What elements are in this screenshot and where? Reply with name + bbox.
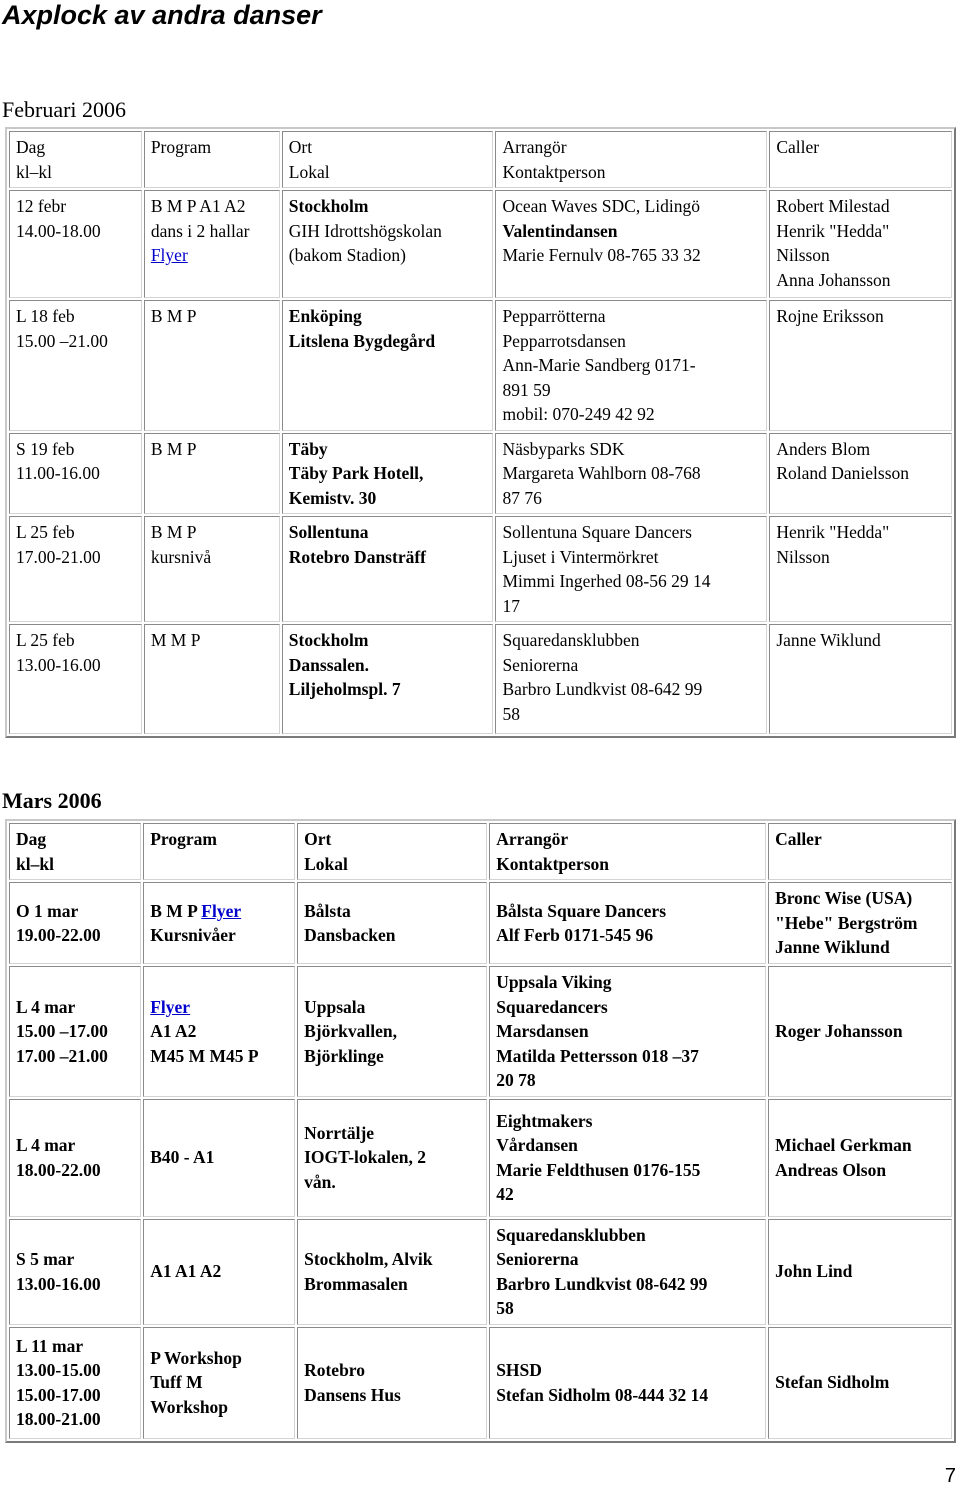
date-line: L 25 feb bbox=[16, 522, 75, 542]
arranger-line: Squaredansklubben bbox=[496, 1224, 646, 1245]
location-line: GIH Idrottshögskolan bbox=[288, 220, 442, 241]
cell-dag bbox=[9, 1327, 141, 1439]
location-line: Norrtälje bbox=[304, 1122, 375, 1143]
header-label: Caller bbox=[775, 829, 822, 849]
arranger-line: 58 bbox=[496, 1298, 514, 1318]
program-line: M M P bbox=[150, 630, 201, 650]
program-line: Workshop bbox=[150, 1396, 229, 1417]
cell-caller bbox=[768, 1219, 952, 1325]
arranger-line: Valentindansen bbox=[502, 220, 618, 241]
location-line: Litslena Bygdegård bbox=[288, 330, 436, 351]
location-line: Danssalen. bbox=[288, 654, 369, 675]
date-line: L 18 feb bbox=[16, 306, 75, 326]
header-label: Lokal bbox=[288, 161, 330, 182]
arranger-line: SHSD bbox=[496, 1360, 542, 1380]
location-line: vån. bbox=[304, 1171, 336, 1192]
location-line: Bålsta bbox=[304, 900, 351, 921]
table-row bbox=[9, 966, 952, 1097]
location-line: Stockholm bbox=[288, 196, 369, 216]
caller-line: Henrik "Hedda" bbox=[776, 522, 890, 542]
caller-line: Roland Danielsson bbox=[776, 463, 910, 483]
cell-caller bbox=[769, 516, 952, 622]
cell-arranger bbox=[495, 190, 767, 298]
cell-ort bbox=[297, 966, 487, 1097]
cell-program bbox=[144, 624, 280, 734]
date-line: 13.00-16.00 bbox=[16, 1273, 101, 1294]
header-label: Dag bbox=[16, 829, 47, 849]
date-line: L 25 feb bbox=[16, 630, 75, 650]
date-line: 15.00 –17.00 bbox=[16, 1021, 108, 1041]
caller-line: Michael Gerkman bbox=[775, 1135, 912, 1155]
location-line: Rotebro bbox=[304, 1360, 366, 1380]
program-line: B M P bbox=[150, 306, 197, 326]
header-label: Program bbox=[150, 137, 212, 157]
location-line: Björkvallen, bbox=[304, 1021, 397, 1041]
arranger-line: 891 59 bbox=[502, 379, 551, 400]
arranger-line: Marsdansen bbox=[496, 1021, 589, 1041]
caller-line: Andreas Olson bbox=[775, 1159, 887, 1180]
cell-program bbox=[144, 190, 280, 298]
caller-line: Anders Blom bbox=[776, 438, 871, 459]
program-line: B M P bbox=[150, 522, 197, 542]
date-line: 17.00 –21.00 bbox=[16, 1045, 108, 1066]
arranger-line: Pepparrötterna bbox=[502, 306, 606, 326]
page-title: Axplock av andra danser bbox=[2, 0, 322, 30]
arranger-line: Vårdansen bbox=[496, 1135, 578, 1155]
arranger-line: 42 bbox=[496, 1184, 514, 1204]
header-label: Caller bbox=[776, 137, 820, 157]
arranger-line: 20 78 bbox=[496, 1070, 536, 1090]
caller-line: John Lind bbox=[775, 1261, 853, 1282]
cell-dag bbox=[9, 516, 142, 622]
arranger-line: Näsbyparks SDK bbox=[502, 438, 625, 459]
arranger-line: Matilda Pettersson 018 –37 bbox=[496, 1045, 699, 1066]
cell-program bbox=[143, 882, 295, 964]
arranger-line: Stefan Sidholm 08-444 32 14 bbox=[496, 1384, 709, 1405]
date-line: 19.00-22.00 bbox=[16, 925, 101, 945]
location-line: Dansens Hus bbox=[304, 1384, 401, 1405]
arranger-line: Eightmakers bbox=[496, 1110, 593, 1131]
header-row bbox=[9, 823, 952, 880]
program-line: A1 A2 bbox=[150, 1021, 197, 1041]
date-line: O 1 mar bbox=[16, 900, 79, 921]
date-line: S 19 feb bbox=[16, 438, 75, 459]
caller-line: Janne Wiklund bbox=[776, 630, 881, 650]
caller-line: Anna Johansson bbox=[776, 269, 891, 290]
cell-program bbox=[143, 966, 295, 1097]
header-label: Kontaktperson bbox=[496, 853, 609, 874]
table-row bbox=[9, 300, 952, 431]
program-line bbox=[150, 899, 289, 924]
location-line: Dansbacken bbox=[304, 925, 396, 945]
date-line: L 4 mar bbox=[16, 1135, 76, 1155]
cell-dag bbox=[9, 966, 141, 1097]
date-line: 15.00 –21.00 bbox=[16, 330, 108, 351]
arranger-line: Marie Feldthusen 0176-155 bbox=[496, 1159, 701, 1180]
arranger-line: Ann-Marie Sandberg 0171- bbox=[502, 355, 696, 375]
cell-program bbox=[144, 433, 280, 515]
table-row bbox=[9, 1327, 952, 1439]
header-label: Ort bbox=[304, 829, 332, 849]
page-number: 7 bbox=[944, 1465, 956, 1487]
header-label: Arrangör bbox=[502, 137, 567, 157]
header-label: Kontaktperson bbox=[502, 161, 606, 182]
caller-line: Stefan Sidholm bbox=[775, 1372, 890, 1393]
program-line: B40 - A1 bbox=[150, 1147, 215, 1168]
cell-arranger bbox=[489, 1219, 766, 1325]
cell-dag bbox=[9, 190, 142, 298]
program-line: dans i 2 hallar bbox=[150, 220, 250, 241]
arranger-line: Barbro Lundkvist 08-642 99 bbox=[496, 1273, 708, 1294]
arranger-line: Margareta Wahlborn 08-768 bbox=[502, 463, 701, 483]
cell-caller bbox=[768, 1099, 952, 1217]
cell-arranger bbox=[489, 882, 766, 964]
cell-arranger bbox=[495, 300, 767, 431]
header-program bbox=[143, 823, 295, 880]
arranger-line: Seniorerna bbox=[496, 1249, 579, 1269]
arranger-line: Barbro Lundkvist 08-642 99 bbox=[502, 679, 703, 699]
table-row bbox=[9, 1099, 952, 1217]
arranger-line: 87 76 bbox=[502, 487, 542, 508]
cell-dag bbox=[9, 433, 142, 515]
cell-ort bbox=[282, 190, 494, 298]
location-line: Uppsala bbox=[304, 996, 366, 1017]
date-line: 18.00-21.00 bbox=[16, 1409, 101, 1429]
program-line: B M P A1 A2 bbox=[150, 196, 246, 216]
caller-line: Roger Johansson bbox=[775, 1021, 903, 1041]
caller-line: Rojne Eriksson bbox=[776, 306, 884, 326]
program-line: Kursnivåer bbox=[150, 925, 236, 945]
header-arr bbox=[489, 823, 766, 880]
location-line: Enköping bbox=[288, 306, 362, 326]
cell-dag bbox=[9, 300, 142, 431]
program-text: B M P bbox=[150, 900, 202, 921]
cell-program bbox=[144, 516, 280, 622]
date-line: 13.00-16.00 bbox=[16, 654, 101, 675]
date-line: 18.00-22.00 bbox=[16, 1159, 101, 1180]
program-line: B M P bbox=[150, 438, 197, 459]
header-label: Dag bbox=[16, 137, 46, 157]
arranger-line: mobil: 070-249 42 92 bbox=[502, 404, 655, 424]
date-line: 11.00-16.00 bbox=[16, 463, 100, 483]
arranger-line: 58 bbox=[502, 703, 520, 724]
cell-ort bbox=[282, 433, 494, 515]
table-row bbox=[9, 1219, 952, 1325]
february-heading: Februari 2006 bbox=[2, 97, 127, 122]
location-line: Täby Park Hotell, bbox=[288, 463, 424, 483]
date-line: 13.00-15.00 bbox=[16, 1360, 101, 1380]
cell-ort bbox=[282, 516, 494, 622]
header-caller bbox=[768, 823, 952, 880]
location-line: IOGT-lokalen, 2 bbox=[304, 1147, 426, 1168]
caller-line: "Hebe" Bergström bbox=[775, 912, 918, 933]
caller-line: Janne Wiklund bbox=[775, 937, 890, 958]
cell-arranger bbox=[489, 966, 766, 1097]
header-ort bbox=[297, 823, 487, 880]
arranger-line: Sollentuna Square Dancers bbox=[502, 522, 692, 542]
cell-program bbox=[143, 1099, 295, 1217]
cell-program bbox=[144, 300, 280, 431]
cell-arranger bbox=[489, 1099, 766, 1217]
cell-caller bbox=[769, 190, 952, 298]
table-row bbox=[9, 516, 952, 622]
location-line: Brommasalen bbox=[304, 1273, 408, 1294]
header-ort bbox=[282, 131, 494, 188]
cell-arranger bbox=[495, 624, 767, 734]
header-label: Arrangör bbox=[496, 829, 569, 849]
cell-caller bbox=[768, 882, 952, 964]
location-line: (bakom Stadion) bbox=[288, 245, 406, 265]
arranger-line: Marie Fernulv 08-765 33 32 bbox=[502, 245, 701, 265]
cell-caller bbox=[768, 966, 952, 1097]
cell-ort bbox=[297, 882, 487, 964]
flyer-link[interactable]: Flyer bbox=[150, 245, 188, 265]
program-line: Tuff M bbox=[150, 1372, 203, 1393]
header-program bbox=[144, 131, 280, 188]
header-label: Lokal bbox=[304, 853, 348, 874]
program-line: A1 A1 A2 bbox=[150, 1261, 222, 1282]
cell-ort bbox=[297, 1327, 487, 1439]
cell-ort bbox=[297, 1099, 487, 1217]
cell-arranger bbox=[489, 1327, 766, 1439]
location-line: Stockholm bbox=[288, 630, 369, 650]
march-table bbox=[5, 819, 956, 1443]
cell-dag bbox=[9, 1099, 141, 1217]
cell-program bbox=[143, 1327, 295, 1439]
cell-dag bbox=[9, 882, 141, 964]
flyer-link[interactable]: Flyer bbox=[150, 996, 191, 1017]
flyer-link[interactable]: Flyer bbox=[201, 900, 242, 921]
cell-caller bbox=[769, 624, 952, 734]
table-row bbox=[9, 190, 952, 298]
february-table bbox=[5, 127, 956, 738]
arranger-line: Seniorerna bbox=[502, 654, 579, 675]
header-caller bbox=[769, 131, 952, 188]
date-line: L 11 mar bbox=[16, 1335, 84, 1356]
caller-line: Nilsson bbox=[776, 245, 830, 265]
header-label: kl–kl bbox=[16, 853, 54, 874]
march-heading: Mars 2006 bbox=[2, 788, 102, 813]
arranger-line: Uppsala Viking bbox=[496, 972, 612, 992]
date-line: 15.00-17.00 bbox=[16, 1384, 101, 1405]
table-row bbox=[9, 433, 952, 515]
cell-arranger bbox=[495, 516, 767, 622]
arranger-line: Ljuset i Vintermörkret bbox=[502, 546, 659, 567]
program-line: kursnivå bbox=[150, 546, 212, 567]
date-line: 12 febr bbox=[16, 196, 67, 216]
cell-ort bbox=[282, 624, 494, 734]
cell-ort bbox=[282, 300, 494, 431]
cell-ort bbox=[297, 1219, 487, 1325]
header-label: kl–kl bbox=[16, 161, 52, 182]
table-row bbox=[9, 624, 952, 734]
date-line: S 5 mar bbox=[16, 1249, 75, 1269]
caller-line: Robert Milestad bbox=[776, 196, 890, 216]
arranger-line: Mimmi Ingerhed 08-56 29 14 bbox=[502, 571, 711, 591]
location-line: Rotebro Dansträff bbox=[288, 546, 426, 567]
header-label: Program bbox=[150, 829, 217, 849]
arranger-line: 17 bbox=[502, 595, 520, 616]
header-row bbox=[9, 131, 952, 188]
arranger-line: Pepparrotsdansen bbox=[502, 330, 626, 351]
caller-line: Henrik "Hedda" bbox=[776, 220, 890, 241]
location-line: Sollentuna bbox=[288, 522, 369, 542]
caller-line: Bronc Wise (USA) bbox=[775, 888, 913, 909]
date-line: 14.00-18.00 bbox=[16, 220, 101, 241]
date-line: L 4 mar bbox=[16, 996, 76, 1017]
cell-caller bbox=[768, 1327, 952, 1439]
cell-dag bbox=[9, 1219, 141, 1325]
header-dag bbox=[9, 131, 142, 188]
cell-caller bbox=[769, 433, 952, 515]
arranger-line: Ocean Waves SDC, Lidingö bbox=[502, 196, 700, 216]
header-dag bbox=[9, 823, 141, 880]
arranger-line: Bålsta Square Dancers bbox=[496, 900, 667, 921]
program-line: P Workshop bbox=[150, 1347, 242, 1368]
header-arr bbox=[495, 131, 767, 188]
location-line: Liljeholmspl. 7 bbox=[288, 679, 401, 699]
program-line: M45 M M45 P bbox=[150, 1045, 259, 1066]
arranger-line: Squaredansklubben bbox=[502, 630, 640, 650]
cell-caller bbox=[769, 300, 952, 431]
table-row bbox=[9, 882, 952, 964]
arranger-line: Alf Ferb 0171-545 96 bbox=[496, 925, 654, 945]
cell-dag bbox=[9, 624, 142, 734]
location-line: Björklinge bbox=[304, 1045, 384, 1066]
header-label: Ort bbox=[288, 137, 313, 157]
arranger-line: Squaredancers bbox=[496, 996, 608, 1017]
cell-program bbox=[143, 1219, 295, 1325]
location-line: Kemistv. 30 bbox=[288, 487, 377, 508]
location-line: Täby bbox=[288, 438, 328, 459]
location-line: Stockholm, Alvik bbox=[304, 1249, 433, 1269]
cell-arranger bbox=[495, 433, 767, 515]
caller-line: Nilsson bbox=[776, 546, 830, 567]
date-line: 17.00-21.00 bbox=[16, 546, 101, 567]
